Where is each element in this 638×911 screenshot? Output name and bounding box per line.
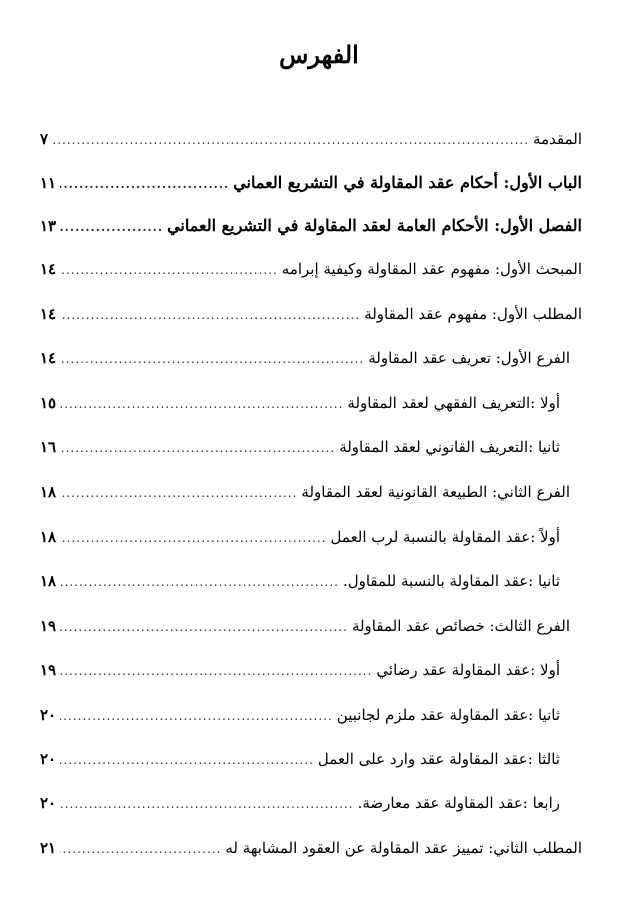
toc-entry-page: ١١ xyxy=(40,174,57,192)
leader-dots xyxy=(60,753,314,767)
toc-entry-label: رابعا :عقد المقاولة عقد معارضة. xyxy=(357,794,560,812)
leader-dots xyxy=(60,397,343,411)
toc-entry-page: ٢٠ xyxy=(40,706,57,724)
leader-dots xyxy=(60,486,297,500)
toc-entry-label: الفرع الثاني: الطبيعة القانونية لعقد المقاولة xyxy=(301,483,570,501)
toc-entry-branch-two xyxy=(40,483,570,501)
leader-dots xyxy=(60,352,364,366)
toc-entry-label: ثانيا :عقد المقاولة عقد ملزم لجانبين xyxy=(336,706,560,724)
toc-entry-item xyxy=(40,750,560,768)
toc-entry-page: ١٥ xyxy=(40,394,57,412)
toc-entry-label: أولا :التعريف الفقهي لعقد المقاولة xyxy=(347,394,560,412)
toc-entry-label: ثانيا :التعريف القانوني لعقد المقاولة xyxy=(339,438,560,456)
leader-dots xyxy=(60,441,335,455)
toc-entry-branch-three xyxy=(40,617,570,635)
toc-entry-page: ١٨ xyxy=(40,483,57,501)
toc-entry-label: المطلب الأول: مفهوم عقد المقاولة xyxy=(364,305,582,323)
toc-entry-item xyxy=(40,572,560,590)
toc-entry-page: ٧ xyxy=(40,130,49,148)
toc-entry-label: أولا :عقد المقاولة عقد رضائي xyxy=(376,661,560,679)
toc-entry-page: ١٨ xyxy=(40,528,57,546)
leader-dots xyxy=(60,531,326,545)
toc-entry-item xyxy=(40,794,560,812)
toc-entry-page: ٢٠ xyxy=(40,794,57,812)
toc-entry-branch-one xyxy=(40,349,570,367)
toc-entry-page: ١٤ xyxy=(40,305,57,323)
leader-dots xyxy=(60,620,348,634)
toc-entry-item xyxy=(40,661,560,679)
toc-entry-label: الفرع الثالث: خصائص عقد المقاولة xyxy=(351,617,570,635)
toc-entry-item xyxy=(40,528,560,546)
toc-entry-page: ١٨ xyxy=(40,572,57,590)
leader-dots xyxy=(60,709,333,723)
leader-dots xyxy=(60,797,353,811)
leader-dots xyxy=(60,308,360,322)
toc-entry-label: المبحث الأول: مفهوم عقد المقاولة وكيفية إبرامه xyxy=(281,260,582,278)
leader-dots xyxy=(60,177,229,191)
leader-dots xyxy=(60,220,163,234)
toc-entry-item xyxy=(40,438,560,456)
toc-entry-page: ١٩ xyxy=(40,617,57,635)
toc-entry-label: ثالثا :عقد المقاولة عقد وارد على العمل xyxy=(317,750,560,768)
page-title: الفهرس xyxy=(279,40,359,69)
toc-entry-subsection-two xyxy=(40,839,582,857)
toc-entry-page: ١٩ xyxy=(40,661,57,679)
toc-entry-label: أولاً :عقد المقاولة بالنسبة لرب العمل xyxy=(330,528,560,546)
toc-entry-item xyxy=(40,706,560,724)
toc-entry-part-one xyxy=(40,173,582,192)
toc-entry-subsection-one xyxy=(40,305,582,323)
leader-dots xyxy=(60,664,372,678)
leader-dots xyxy=(52,133,529,147)
toc-entry-page: ١٤ xyxy=(40,260,57,278)
toc-entry-section-one xyxy=(40,260,582,278)
toc-entry-page: ١٦ xyxy=(40,438,57,456)
toc-entry-introduction xyxy=(40,130,582,148)
toc-entry-page: ١٣ xyxy=(40,217,57,235)
toc-entry-label: المقدمة xyxy=(533,130,582,148)
toc-entry-label: الباب الأول: أحكام عقد المقاولة في التشريع العماني xyxy=(233,173,582,192)
toc-entry-page: ٢٠ xyxy=(40,750,57,768)
toc-entry-item xyxy=(40,394,560,412)
leader-dots xyxy=(60,263,278,277)
toc-entry-chapter-one xyxy=(40,216,582,235)
toc-entry-page: ١٤ xyxy=(40,349,57,367)
leader-dots xyxy=(60,575,339,589)
leader-dots xyxy=(60,842,221,856)
toc-entry-page: ٢١ xyxy=(40,839,57,857)
toc-entry-label: الفرع الأول: تعريف عقد المقاولة xyxy=(368,349,570,367)
toc-entry-label: ثانيا :عقد المقاولة بالنسبة للمقاول. xyxy=(342,572,560,590)
toc-entry-label: المطلب الثاني: تمييز عقد المقاولة عن العقود المشابهة له xyxy=(225,839,582,857)
toc-entry-label: الفصل الأول: الأحكام العامة لعقد المقاولة في التشريع العماني xyxy=(167,216,582,235)
